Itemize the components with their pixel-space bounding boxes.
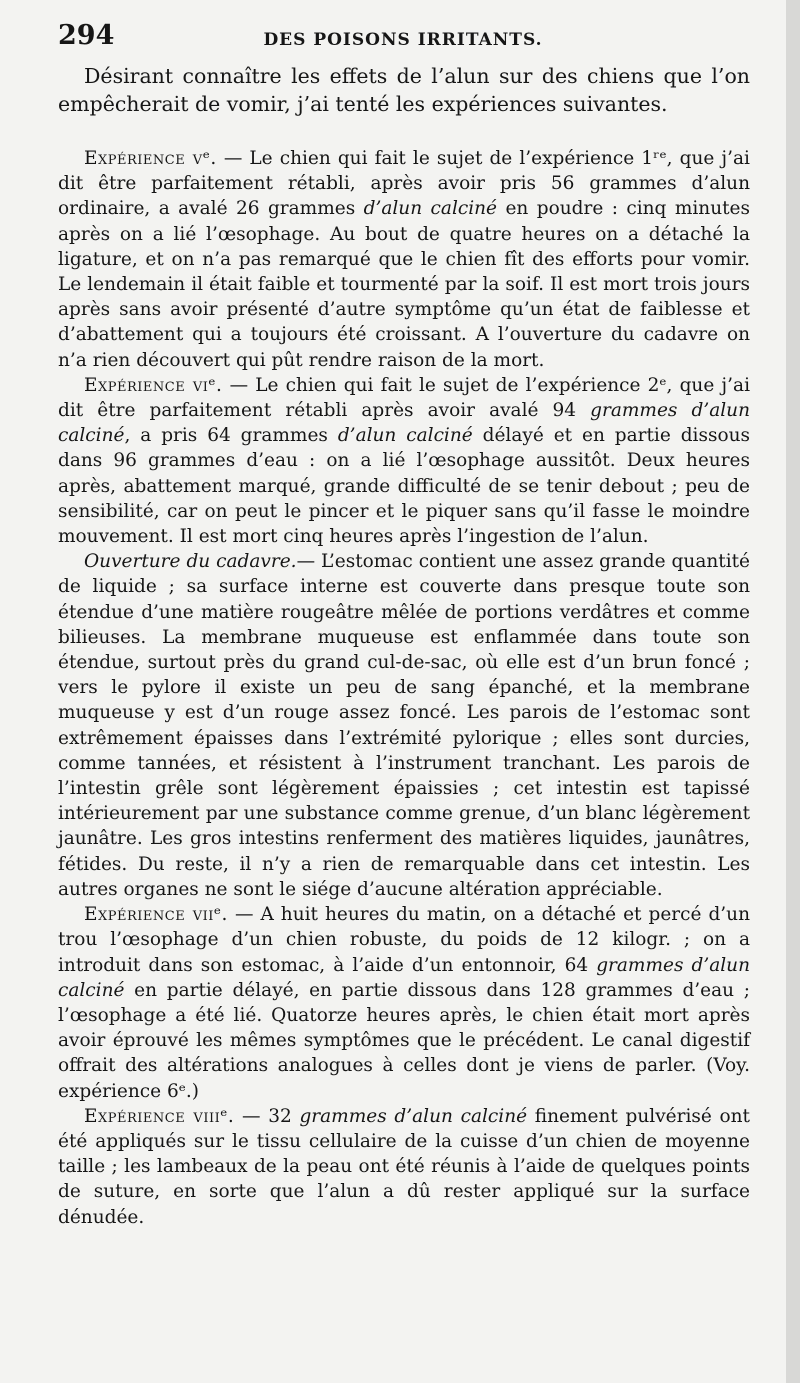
autopsy-label: Ouverture du cadavre. (84, 551, 297, 573)
experience-5-text: — Le chien qui fait le sujet de l’expérience 1ʳᵉ, que j’ai dit être parfaitement rétabli, après avoir pris 56 grammes d’alun ordinaire, a avalé 26 grammes (58, 148, 750, 220)
experience-5-text-continued: en poudre : cinq minutes après on a lié l’œsophage. Au bout de quatre heures on a détaché la ligature, et on n’a pas remarqué que le chien fît des efforts pour vomir. Le lendemain il était faible et tourmenté par la soif. Il est mort trois jours après sans avoir présenté d’autre symptôme qu’un état de faiblesse et d’abattement qui a toujours été croissant. A l’ouverture du cadavre on n’a rien découvert qui pût rendre raison de la mort. (58, 198, 751, 371)
experience-6-italic-2: d’alun calciné (337, 425, 473, 447)
running-head: DES POISONS IRRITANTS. (263, 30, 543, 50)
experience-7-paragraph (58, 902, 750, 1104)
intro-paragraph: Désirant connaître les effets de l’alun sur des chiens que l’on empêcherait de vomir, j’ai tenté les expériences suivantes. (58, 64, 750, 116)
experience-8-label: Expérience viiiᵉ. (84, 1105, 235, 1127)
experience-8-text: — 32 (234, 1105, 300, 1127)
experience-6-text-3: délayé et en partie dissous dans 96 grammes d’eau : on a lié l’œsophage aussitôt. Deux heures après, abattement marqué, grande difficulté de se tenir debout ; peu de sensibilité, car on peut le pincer et le piquer sans qu’il fasse le moindre mouvement. Il est mort cinq heures après l’ingestion de l’alun. (58, 425, 750, 548)
experience-5-label: Expérience vᵉ. (84, 148, 217, 169)
experience-6-paragraph (58, 373, 750, 549)
experience-5-paragraph (58, 146, 750, 373)
autopsy-paragraph (58, 549, 750, 902)
experience-6-label: Expérience viᵉ. (84, 374, 223, 396)
autopsy-text: — L’estomac contient une assez grande quantité de liquide ; sa surface interne est couverte dans presque toute son étendue d’une matière rougeâtre mêlée de portions verdâtres et comme bilieuses. La membrane muqueuse est enflammée dans toute son étendue, surtout près du grand cul-de-sac, où elle est d’un brun foncé ; vers le pylore il existe un peu de sang épanché, et la membrane muqueuse y est d’un rouge assez foncé. Les parois de l’estomac sont extrêmement épaisses dans l’extrémité pylorique ; elles sont durcies, comme tannées, et résistent à l’instrument tranchant. Les parois de l’intestin grêle sont légèrement épaissies ; cet intestin est tapissé intérieurement par une substance comme grenue, d’un blanc légèrement jaunâtre. Les gros intestins renferment des matières liquides, jaunâtres, fétides. Du reste, il n’y a rien de remarquable dans cet intestin. Les autres organes ne sont le siége d’aucune altération appréciable. (58, 551, 750, 900)
paragraph-gap (58, 118, 750, 146)
experience-7-label: Expérience viiᵉ. (84, 904, 228, 926)
experience-7-text-continued: en partie délayé, en partie dissous dans 128 grammes d’eau ; l’œsophage a été lié. Quatorze heures après, le chien était mort après avoir éprouvé les mêmes symptômes que le précédent. Le canal digestif offrait des altérations analogues à celles dont je viens de parler. (Voy. expérience 6ᵉ.) (58, 979, 750, 1102)
experience-6-text-2: , a pris 64 grammes (124, 425, 338, 447)
experience-8-italic: grammes d’alun calciné (299, 1105, 528, 1127)
experience-6-text: — Le chien qui fait le sujet de l’expérience 2ᵉ, que j’ai dit être parfaitement rétabli après avoir avalé 94 (58, 374, 750, 422)
page-header (58, 18, 748, 58)
experience-8-paragraph (58, 1104, 750, 1230)
experience-7-text: — A huit heures du matin, on a détaché et percé d’un trou l’œsophage d’un chien robuste, du poids de 12 kilogr. ; on a introduit dans son estomac, à l’aide d’un entonnoir, 64 (58, 904, 750, 976)
experience-8-text-continued: finement pulvérisé ont été appliqués sur le tissu cellulaire de la cuisse d’un chien de moyenne taille ; les lambeaux de la peau ont été réunis à l’aide de quelques points de suture, en sorte que l’alun a dû rester appliqué sur la surface dénudée. (58, 1105, 750, 1228)
experience-7-italic: grammes d’alun calciné (58, 954, 751, 1001)
experience-5-italic: d’alun calciné (363, 198, 498, 220)
experience-6-italic: grammes d’alun calciné (58, 400, 750, 447)
page-body (58, 62, 750, 1230)
page-number: 294 (58, 20, 115, 51)
